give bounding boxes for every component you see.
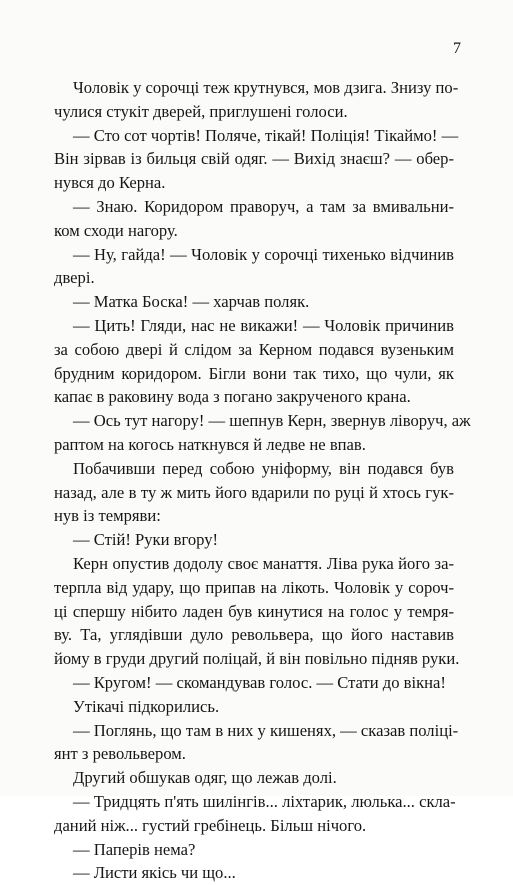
text-line: Другий обшукав одяг, що лежав долі. [73, 768, 337, 788]
text-line: капає в раковину вода з погано закрученого крана. [54, 387, 411, 407]
text-line: — Поглянь, що там в них у кишенях, — сказав поліці- [73, 720, 459, 740]
text-line: Чоловік у сорочці теж крутнувся, мов дзига. Знизу по- [73, 78, 459, 97]
text-line: двері. [54, 268, 95, 288]
text-line: — Тридцять п'ять шилінгів... ліхтарик, люлька... скла- [73, 791, 456, 811]
text-line: — Стій! Руки вгору! [73, 530, 219, 550]
text-line: — Цить! Гляди, нас не викажи! — Чоловік причинив [73, 315, 454, 335]
text-line: Утікачі підкорились. [73, 696, 220, 716]
text-body [54, 76, 471, 885]
text-line: — Паперів нема? [73, 839, 196, 859]
text-line: терпла від удару, що припав на лікоть. Чоловік у сороч- [54, 577, 454, 597]
text-line: брудним коридором. Бігли вони так тихо, що чули, як [54, 363, 454, 383]
text-line: — Листи якісь чи що... [73, 863, 236, 883]
page-number: 7 [453, 40, 461, 57]
text-line: йому в груди другий поліцай, й він повільно підняв руки. [54, 649, 460, 669]
text-line: Керн опустив додолу своє манаття. Ліва рука його за- [73, 553, 454, 573]
text-line: ком сходи нагору. [54, 220, 178, 240]
text-line: нув із темряви: [54, 506, 161, 526]
text-line: — Знаю. Коридором праворуч, а там за вмивальни- [73, 196, 454, 216]
text-line: чулися стукіт дверей, приглушені голоси. [54, 101, 348, 121]
text-line: — Кругом! — скомандував голос. — Стати до вікна! [73, 672, 446, 692]
text-line: назад, але в ту ж мить його вдарили по руці й хтось гук- [54, 482, 454, 502]
text-line: Він зірвав із бильця свій одяг. — Вихід знаєш? — обер- [54, 149, 454, 169]
text-line: — Матка Боска! — харчав поляк. [73, 292, 310, 312]
text-line: ву. Та, углядівши дуло револьвера, що його наставив [54, 625, 454, 645]
text-line: даний ніж... густий гребінець. Більш нічого. [54, 815, 367, 835]
text-line: ці спершу нібито ладен був кинутися на голос у темря- [54, 601, 454, 621]
text-line: раптом на когось наткнувся й ледве не впав. [54, 434, 366, 454]
text-line: — Ну, гайда! — Чоловік у сорочці тихенько відчинив [73, 244, 454, 264]
text-line: янт з револьвером. [54, 744, 186, 764]
text-line: Побачивши перед собою уніформу, він подався був [73, 458, 454, 478]
text-line: — Ось тут нагору! — шепнув Керн, звернув ліворуч, аж [73, 411, 471, 431]
text-line: — Сто сот чортів! Поляче, тікай! Поліція! Тікаймо! — [73, 125, 459, 145]
text-line: нувся до Керна. [54, 173, 166, 193]
text-line: за собою двері й слідом за Керном подався вузеньким [54, 339, 454, 359]
